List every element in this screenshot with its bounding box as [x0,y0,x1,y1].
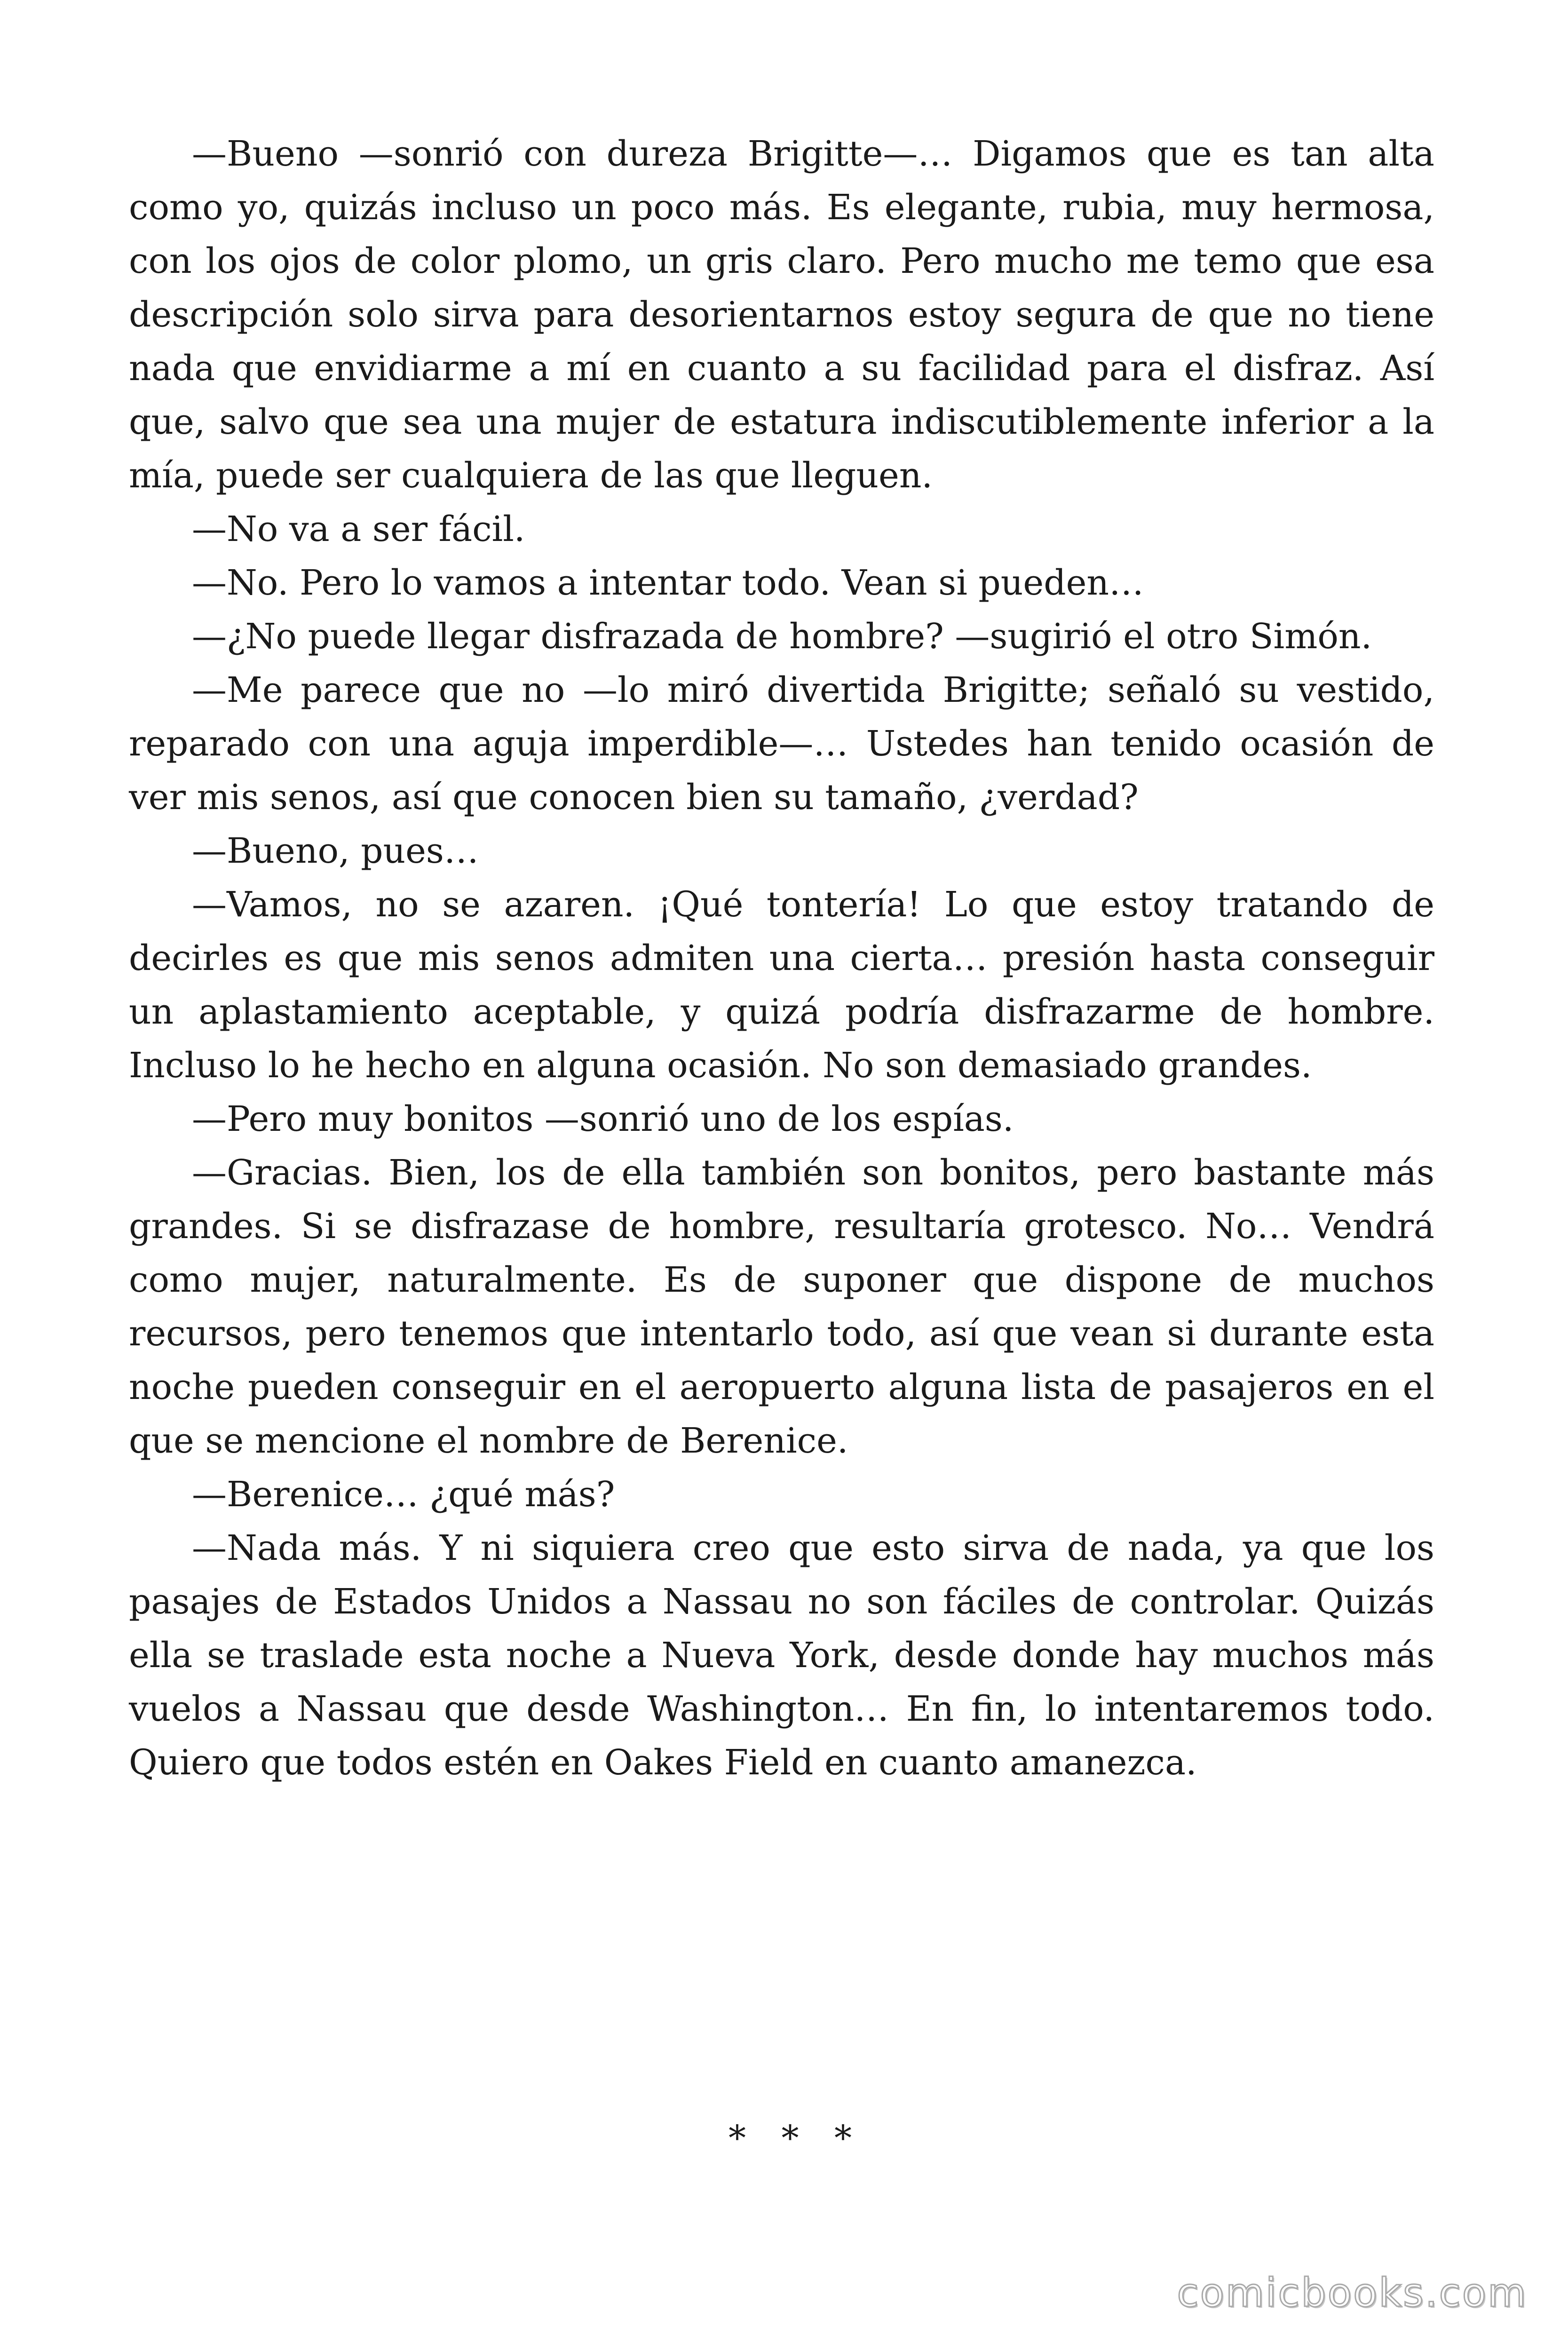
paragraph: —Vamos, no se azaren. ¡Qué tontería! Lo que estoy tratando de decirles es que mis senos admiten una cierta… presión hasta conseguir un aplastamiento aceptable, y quizá podría disfrazarme de hombre. Incluso lo he hecho en alguna ocasión. No son demasiado grandes. [129,884,1434,1086]
scene-separator: * * * [728,2118,864,2159]
paragraph: —Bueno, pues… [192,831,479,871]
watermark: comicbooks.com [1177,2270,1528,2316]
paragraph: —Me parece que no —lo miró divertida Brigitte; señaló su vestido, reparado con una aguja imperdible—… Ustedes han tenido ocasión de ver mis senos, así que conocen bien su tamaño, ¿verdad? [129,670,1434,818]
body-text [129,127,1434,1789]
paragraph: —Pero muy bonitos —sonrió uno de los espías. [192,1099,1014,1139]
paragraph: —Gracias. Bien, los de ella también son bonitos, pero bastante más grandes. Si se disfrazase de hombre, resultaría grotesco. No… Vendrá como mujer, naturalmente. Es de suponer que dispone de muchos recursos, pero tenemos que intentarlo todo, así que vean si durante esta noche pueden conseguir en el aeropuerto alguna lista de pasajeros en el que se mencione el nombre de Berenice. [129,1152,1434,1461]
paragraph: —Bueno —sonrió con dureza Brigitte—… Digamos que es tan alta como yo, quizás incluso un poco más. Es elegante, rubia, muy hermosa, con los ojos de color plomo, un gris claro. Pero mucho me temo que esa descripción solo sirva para desorientarnos estoy segura de que no tiene nada que envidiarme a mí en cuanto a su facilidad para el disfraz. Así que, salvo que sea una mujer de estatura indiscutiblemente inferior a la mía, puede ser cualquiera de las que lleguen. [129,134,1434,496]
paragraph: —No va a ser fácil. [192,509,525,549]
paragraph: —¿No puede llegar disfrazada de hombre? —sugirió el otro Simón. [192,616,1372,657]
paragraph: —Berenice… ¿qué más? [192,1474,615,1515]
paragraph: —No. Pero lo vamos a intentar todo. Vean si pueden… [192,563,1144,603]
paragraph: —Nada más. Y ni siquiera creo que esto sirva de nada, ya que los pasajes de Estados Unidos a Nassau no son fáciles de controlar. Quizás ella se traslade esta noche a Nueva York, desde donde hay muchos más vuelos a Nassau que desde Washington… En fin, lo intentaremos todo. Quiero que todos estén en Oakes Field en cuanto amanezca. [129,1528,1434,1783]
